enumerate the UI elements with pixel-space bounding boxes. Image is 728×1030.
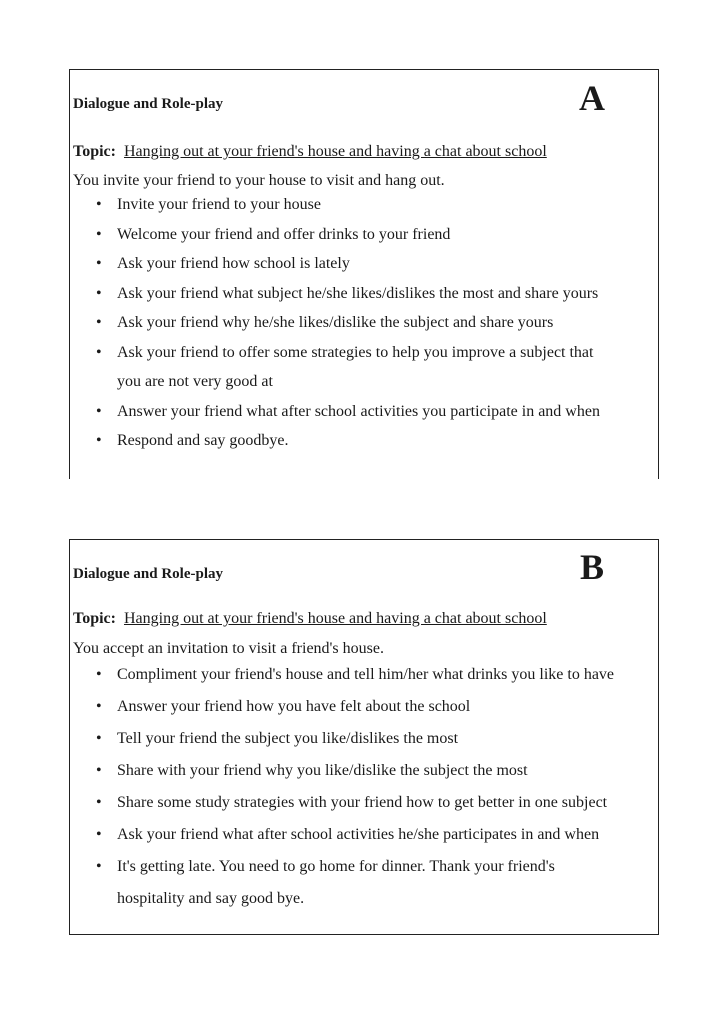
bullet-icon: • — [96, 698, 102, 715]
list-item — [70, 190, 660, 220]
card-a-letter: A — [579, 78, 605, 118]
list-item-text-continued: hospitality and say good bye. — [117, 890, 305, 907]
card-b-topic — [73, 610, 547, 628]
list-item — [70, 249, 660, 279]
card-a-topic — [73, 143, 547, 161]
bullet-icon: • — [96, 402, 102, 420]
list-item — [70, 851, 660, 915]
card-b-intro: You accept an invitation to visit a friend's house. — [73, 640, 384, 657]
bullet-icon: • — [96, 314, 102, 331]
card-a-task-list — [70, 190, 660, 456]
role-card-a — [69, 69, 659, 479]
card-a-topic-value: Hanging out at your friend's house and having a chat about school — [123, 143, 547, 160]
list-item — [70, 659, 660, 691]
bullet-icon: • — [96, 225, 102, 243]
list-item-text: Tell your friend the subject you like/dislikes the most — [117, 730, 459, 747]
card-a-topic-label: Topic: — [73, 143, 116, 160]
list-item-text: Ask your friend what after school activities he/she participates in and when — [117, 826, 600, 843]
bullet-icon: • — [96, 826, 102, 843]
list-item-text: Share with your friend why you like/dislike the subject the most — [117, 762, 528, 779]
bullet-icon: • — [96, 666, 102, 683]
list-item-text: Welcome your friend and offer drinks to your friend — [117, 225, 451, 243]
list-item-text: Ask your friend what subject he/she likes/dislikes the most and share yours — [117, 284, 599, 302]
list-item-text: It's getting late. You need to go home for dinner. Thank your friend's — [117, 858, 555, 875]
card-b-task-list — [70, 659, 660, 915]
list-item-text: Respond and say goodbye. — [117, 432, 289, 449]
card-a-intro: You invite your friend to your house to visit and hang out. — [73, 172, 445, 189]
list-item — [70, 397, 660, 427]
card-b-header: Dialogue and Role-play — [73, 566, 224, 582]
list-item — [70, 426, 660, 456]
list-item — [70, 338, 660, 397]
list-item-text: Invite your friend to your house — [117, 196, 321, 213]
bullet-icon: • — [96, 432, 102, 449]
list-item — [70, 723, 660, 755]
list-item-text: Ask your friend how school is lately — [117, 255, 350, 272]
list-item-text: Answer your friend how you have felt about the school — [117, 698, 471, 715]
card-b-topic-label: Topic: — [73, 610, 116, 627]
role-card-b — [69, 539, 659, 935]
bullet-icon: • — [96, 858, 102, 875]
list-item-text-continued: you are not very good at — [117, 373, 273, 390]
card-b-letter: B — [580, 547, 605, 587]
list-item — [70, 691, 660, 723]
bullet-icon: • — [96, 255, 102, 272]
list-item — [70, 308, 660, 338]
list-item — [70, 819, 660, 851]
bullet-icon: • — [96, 794, 102, 811]
list-item-text: Compliment your friend's house and tell him/her what drinks you like to have — [117, 666, 615, 683]
list-item — [70, 279, 660, 309]
bullet-icon: • — [96, 196, 102, 213]
list-item — [70, 755, 660, 787]
bullet-icon: • — [96, 762, 102, 779]
list-item-text: Answer your friend what after school activities you participate in and when — [117, 402, 600, 420]
list-item-text: Ask your friend to offer some strategies to help you improve a subject that — [117, 343, 594, 361]
bullet-icon: • — [96, 284, 102, 302]
list-item-text: Ask your friend why he/she likes/dislike the subject and share yours — [117, 314, 554, 331]
list-item — [70, 220, 660, 250]
card-a-header: Dialogue and Role-play — [73, 96, 224, 112]
bullet-icon: • — [96, 343, 102, 361]
list-item — [70, 787, 660, 819]
list-item-text: Share some study strategies with your friend how to get better in one subject — [117, 794, 608, 811]
bullet-icon: • — [96, 730, 102, 747]
card-b-topic-value: Hanging out at your friend's house and having a chat about school — [123, 610, 547, 627]
